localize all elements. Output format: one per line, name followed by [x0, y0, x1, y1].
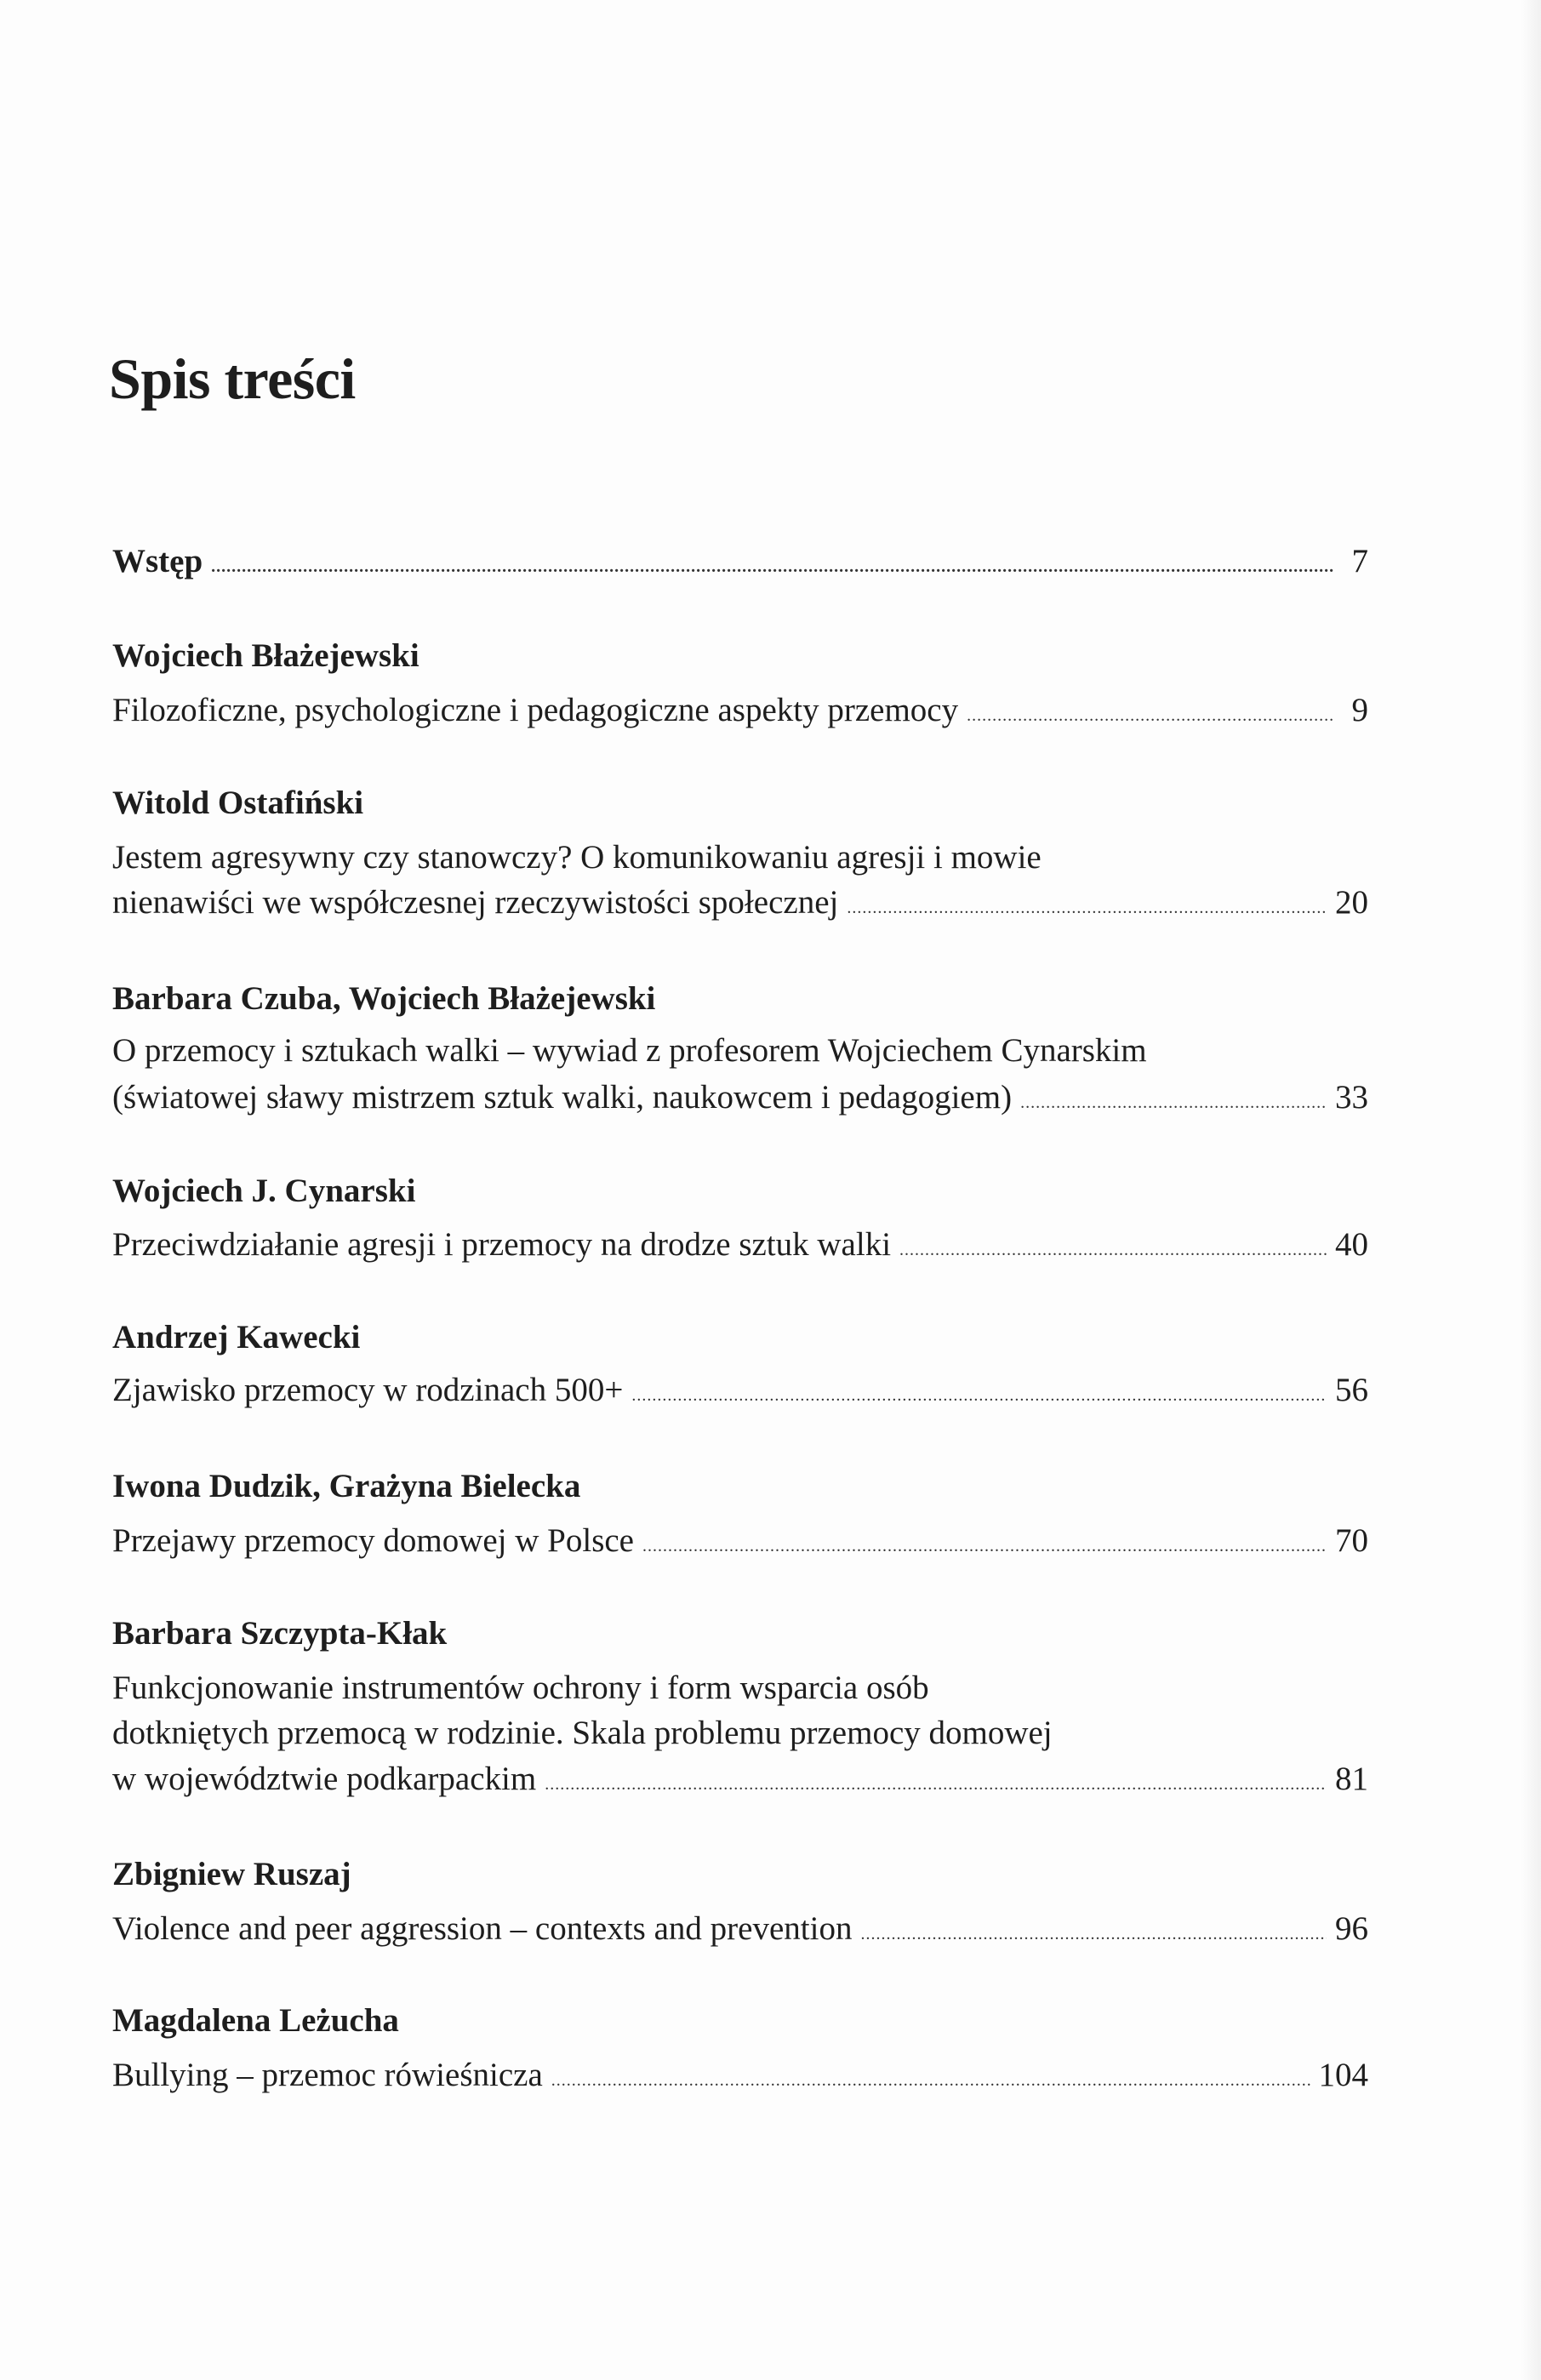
dot-leader: [860, 1911, 1327, 1957]
entry-author: Andrzej Kawecki: [112, 1319, 361, 1356]
entry-author: Wojciech J. Cynarski: [112, 1173, 416, 1209]
entry-title-text: Filozoficzne, psychologiczne i pedagogiczne aspekty przemocy: [112, 692, 959, 728]
entry-title-line: [112, 1028, 1368, 1074]
dot-leader: [899, 1227, 1327, 1273]
entry-page-number: 33: [1335, 1079, 1368, 1116]
entry-author: Witold Ostafiński: [112, 785, 364, 821]
entry-title-text: Violence and peer aggression – contexts and prevention: [112, 1910, 853, 1947]
entry-title-text: Bullying – przemoc rówieśnicza: [112, 2057, 543, 2093]
entry-author: Zbigniew Ruszaj: [112, 1856, 351, 1892]
entry-title-line: [112, 1367, 1368, 1413]
entry-title-text: dotkniętych przemocą w rodzinie. Skala problemu przemocy domowej: [112, 1715, 1053, 1751]
entry-title-line: [112, 688, 1368, 733]
entry-page-number: 96: [1335, 1910, 1368, 1947]
entry-title-line: [112, 1756, 1368, 1802]
entry-author: Magdalena Leżucha: [112, 2002, 399, 2039]
page-title: Spis treści: [109, 346, 356, 411]
entry-title-text: (światowej sławy mistrzem sztuk walki, naukowcem i pedagogiem): [112, 1079, 1013, 1116]
entry-page-number: 56: [1335, 1372, 1368, 1408]
entry-author: Barbara Czuba, Wojciech Błażejewski: [112, 980, 656, 1017]
entry-title-text: Przejawy przemocy domowej w Polsce: [112, 1522, 634, 1559]
dot-leader: [631, 1373, 1327, 1418]
entry-title-text: O przemocy i sztukach walki – wywiad z profesorem Wojciechem Cynarskim: [112, 1032, 1147, 1069]
entry-title-text: Wstęp: [112, 543, 203, 579]
entry-page-number: 70: [1335, 1522, 1368, 1559]
entry-author: Wojciech Błażejewski: [112, 637, 419, 674]
dot-leader: [551, 2058, 1310, 2103]
dot-leader: [211, 544, 1334, 590]
page-edge: [1521, 0, 1541, 2380]
entry-title-line: [112, 880, 1368, 926]
entry-title-line: [112, 1222, 1368, 1268]
entry-title-text: Zjawisko przemocy w rodzinach 500+: [112, 1372, 624, 1408]
entry-title-text: Funkcjonowanie instrumentów ochrony i form wsparcia osób: [112, 1669, 929, 1706]
entry-page-number: 7: [1351, 543, 1368, 579]
entry-title-text: Przeciwdziałanie agresji i przemocy na drodze sztuk walki: [112, 1226, 892, 1263]
entry-title-text: Jestem agresywny czy stanowczy? O komunikowaniu agresji i mowie: [112, 839, 1042, 876]
dot-leader: [847, 885, 1327, 931]
entry-page-number: 9: [1351, 692, 1368, 728]
entry-page-number: 40: [1335, 1226, 1368, 1263]
entry-title-text: w województwie podkarpackim: [112, 1761, 537, 1797]
entry-title-line: [112, 1075, 1368, 1121]
entry-page-number: 20: [1335, 884, 1368, 921]
entry-title-line: [112, 1710, 1368, 1756]
dot-leader: [642, 1523, 1327, 1569]
dot-leader: [1020, 1080, 1327, 1126]
entry-title-line: [112, 835, 1368, 881]
entry-title-line: [112, 539, 1368, 585]
entry-title-text: nienawiści we współczesnej rzeczywistości społecznej: [112, 884, 839, 921]
entry-title-line: [112, 1906, 1368, 1952]
entry-title-line: [112, 2052, 1368, 2098]
entry-page-number: 81: [1335, 1761, 1368, 1797]
entry-author: Iwona Dudzik, Grażyna Bielecka: [112, 1468, 581, 1504]
dot-leader: [967, 693, 1334, 739]
dot-leader: [545, 1761, 1327, 1807]
entry-author: Barbara Szczypta-Kłak: [112, 1615, 448, 1652]
entry-title-line: [112, 1665, 1368, 1711]
entry-title-line: [112, 1518, 1368, 1564]
entry-page-number: 104: [1318, 2057, 1368, 2093]
